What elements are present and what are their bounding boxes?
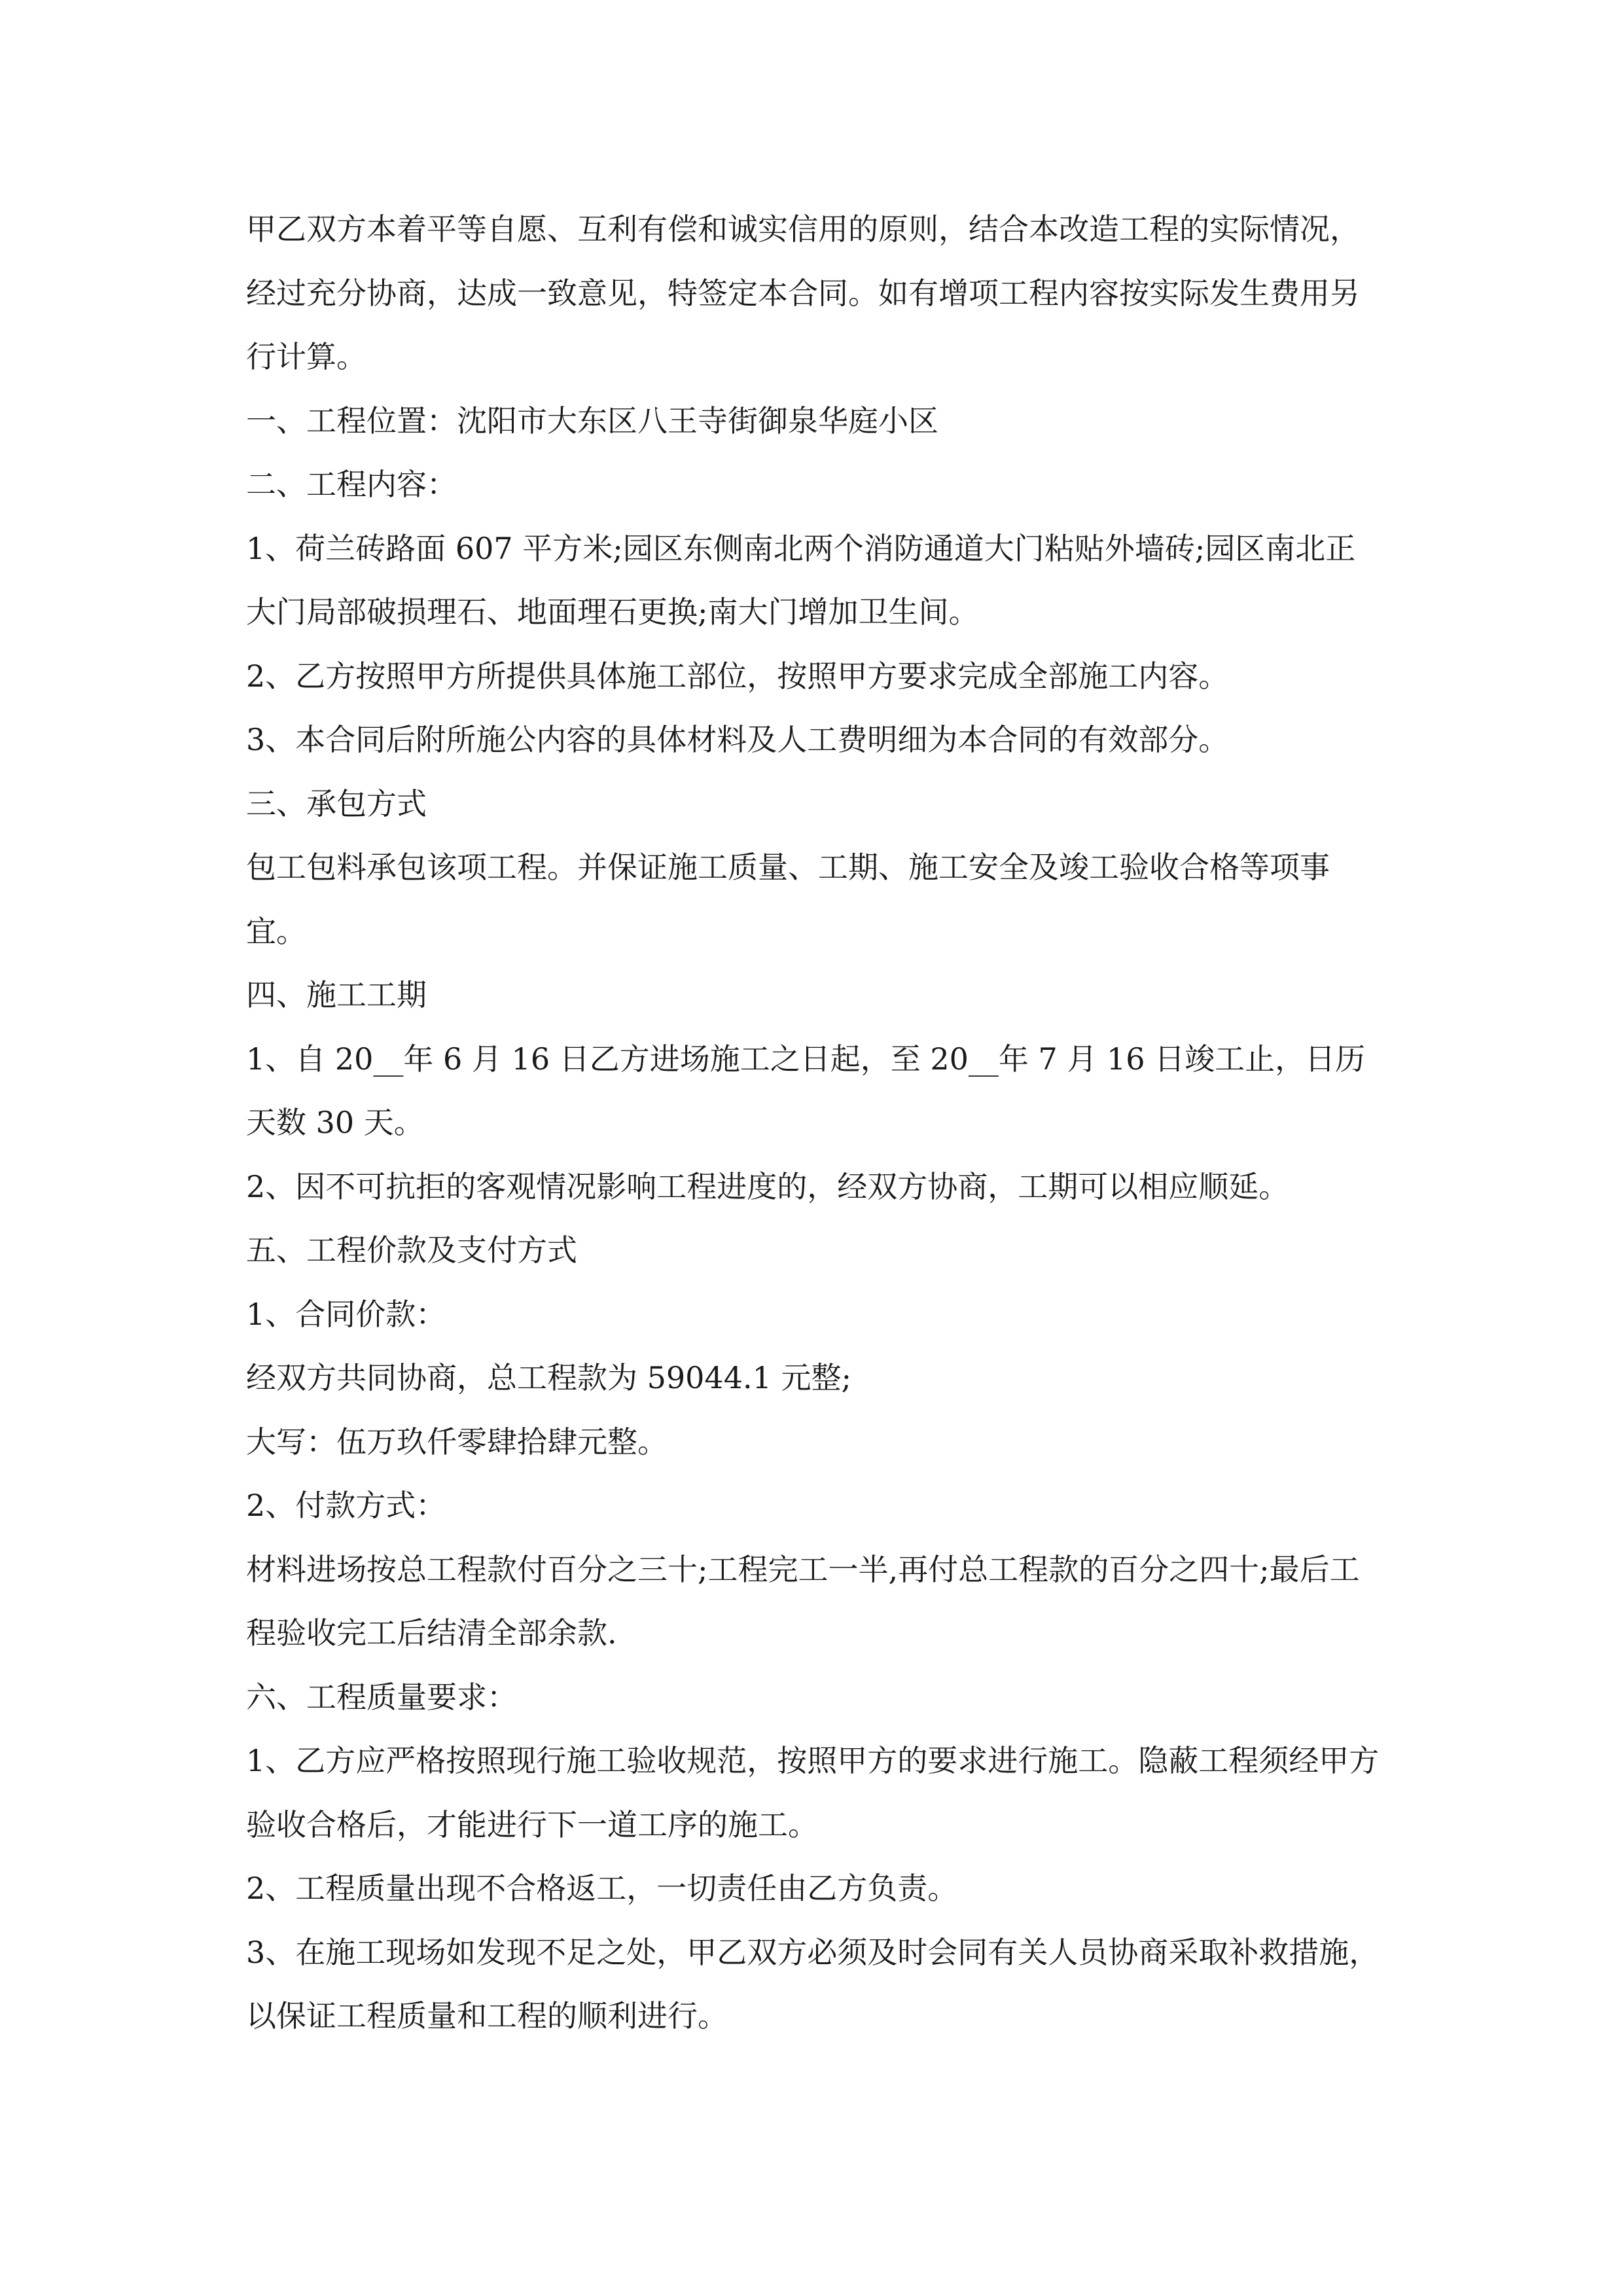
payment-amount-in-words: 大写：伍万玖仟零肆拾肆元整。	[246, 1424, 668, 1460]
contracting-text: 包工包料承包该项工程。并保证施工质量、工期、施工安全及竣工验收合格等项事宜。	[246, 850, 1330, 949]
section-heading-payment: 五、工程价款及支付方式	[246, 1232, 577, 1268]
content-item-2: 2、乙方按照甲方所提供具体施工部位，按照甲方要求完成全部施工内容。	[246, 658, 1229, 694]
payment-item-1-heading: 1、合同价款：	[246, 1296, 446, 1332]
section-heading-contracting: 三、承包方式	[246, 785, 427, 821]
payment-total-amount: 经双方共同协商，总工程款为 59044.1 元整;	[246, 1360, 851, 1395]
section-heading-schedule: 四、施工工期	[246, 977, 427, 1013]
schedule-item-2: 2、因不可抗拒的客观情况影响工程进度的，经双方协商，工期可以相应顺延。	[246, 1168, 1289, 1204]
payment-item-2-heading: 2、付款方式：	[246, 1488, 446, 1523]
section-heading-quality: 六、工程质量要求：	[246, 1679, 517, 1715]
quality-item-3: 3、在施工现场如发现不足之处，甲乙双方必须及时会同有关人员协商采取补救措施，以保证工程质量和工程的顺利进行。	[246, 1934, 1380, 2034]
section-heading-location: 一、工程位置：沈阳市大东区八王寺街御泉华庭小区	[246, 403, 938, 439]
content-item-1: 1、荷兰砖路面 607 平方米;园区东侧南北两个消防通道大门粘贴外墙砖;园区南北正大门局部破损理石、地面理石更换;南大门增加卫生间。	[246, 530, 1356, 630]
payment-method-text: 材料进场按总工程款付百分之三十;工程完工一半,再付总工程款的百分之四十;最后工程验收完工后结清全部余款.	[246, 1551, 1360, 1651]
section-heading-content: 二、工程内容：	[246, 467, 457, 502]
paragraph-intro: 甲乙双方本着平等自愿、互利有偿和诚实信用的原则，结合本改造工程的实际情况，经过充分协商，达成一致意见，特签定本合同。如有增项工程内容按实际发生费用另行计算。	[246, 211, 1360, 374]
document-body	[246, 198, 1385, 2049]
schedule-item-1: 1、自 20__年 6 月 16 日乙方进场施工之日起，至 20__年 7 月 16 日竣工止，日历天数 30 天。	[246, 1041, 1366, 1140]
content-item-3: 3、本合同后附所施公内容的具体材料及人工费明细为本合同的有效部分。	[246, 722, 1229, 757]
quality-item-2: 2、工程质量出现不合格返工，一切责任由乙方负责。	[246, 1871, 958, 1906]
quality-item-1: 1、乙方应严格按照现行施工验收规范，按照甲方的要求进行施工。隐蔽工程须经甲方验收合格后，才能进行下一道工序的施工。	[246, 1743, 1380, 1842]
